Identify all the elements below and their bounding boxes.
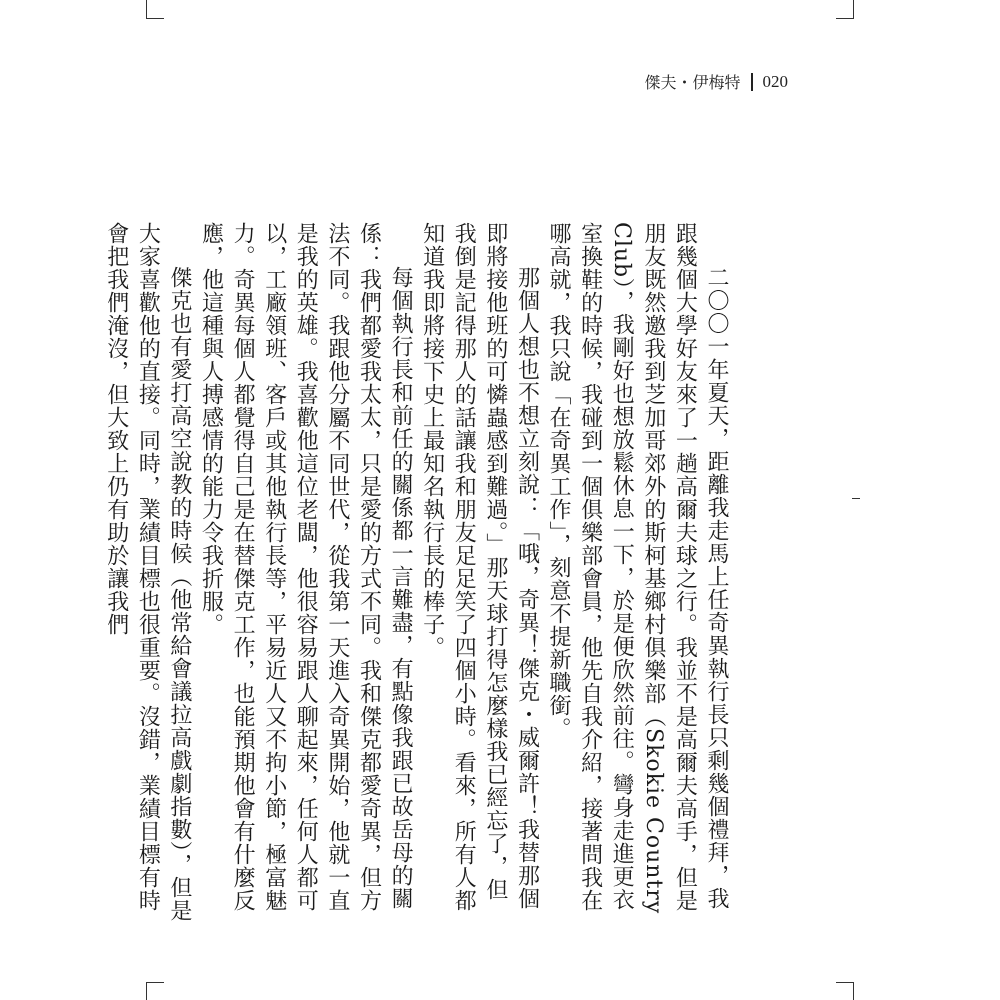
paragraph-2: 那個人想也不想立刻說：「哦，奇異！傑克・威爾許！我替那個即將接他班的可憐蟲感到難過。」那天球打得怎麼樣我已經忘了，但我倒是記得那人的話讓我和朋友足足笑了四個小時。看來，所有人都知道我即將接下史上最知名執行長的棒子。: [419, 222, 540, 912]
crop-mark-top-left-vertical: [146, 0, 147, 18]
paragraph-4: 傑克也有愛打高空說教的時候（他常給會議拉高戲劇指數），但是大家喜歡他的直接。同時，業績目標也很重要。沒錯，業績目標有時會把我們淹沒，但大致上仍有助於讓我們: [103, 222, 192, 922]
crop-mark-top-right-horizontal: [836, 18, 854, 19]
running-header: [644, 70, 788, 93]
crop-mark-bottom-right-horizontal: [836, 982, 854, 983]
header-separator: [751, 73, 753, 91]
page-number: 020: [762, 71, 788, 91]
crop-mark-top-right-vertical: [853, 0, 854, 18]
body-text: [103, 222, 732, 922]
crop-mark-bottom-left-vertical: [146, 982, 147, 1000]
crop-mark-bottom-right-vertical: [853, 982, 854, 1000]
registration-mark-right: [852, 498, 860, 499]
crop-mark-bottom-left-horizontal: [146, 982, 164, 983]
paragraph-3: 每個執行長和前任的關係都一言難盡，有點像我跟已故岳母的關係：我們都愛我太太，只是愛的方式不同。我和傑克都愛奇異，但方法不同。我跟他分屬不同世代，從我第一天進入奇異開始，他就一直是我的英雄。我喜歡他這位老闆，他很容易跟人聊起來，任何人都可以，工廠領班、客戶或其他執行長等，平易近人又不拘小節，極富魅力。奇異每個人都覺得自己是在替傑克工作，也能預期他會有什麼反應，他這種與人搏感情的能力令我折服。: [198, 222, 414, 912]
paragraph-1: 二〇〇一年夏天，距離我走馬上任奇異執行長只剩幾個禮拜，我跟幾個大學好友來了一趟高爾夫球之行。我並不是高爾夫高手，但是朋友既然邀我到芝加哥郊外的斯柯基鄉村俱樂部（Skokie Country Club），我剛好也想放鬆休息一下，於是便欣然前往。彎身走進更衣室換鞋的時候，我碰到一個俱樂部會員，他先自我介紹，接著問我在哪高就，我只說「在奇異工作」，刻意不提新職銜。: [546, 222, 729, 915]
running-header-title: 傑夫・伊梅特: [644, 73, 741, 92]
crop-mark-top-left-horizontal: [146, 18, 164, 19]
